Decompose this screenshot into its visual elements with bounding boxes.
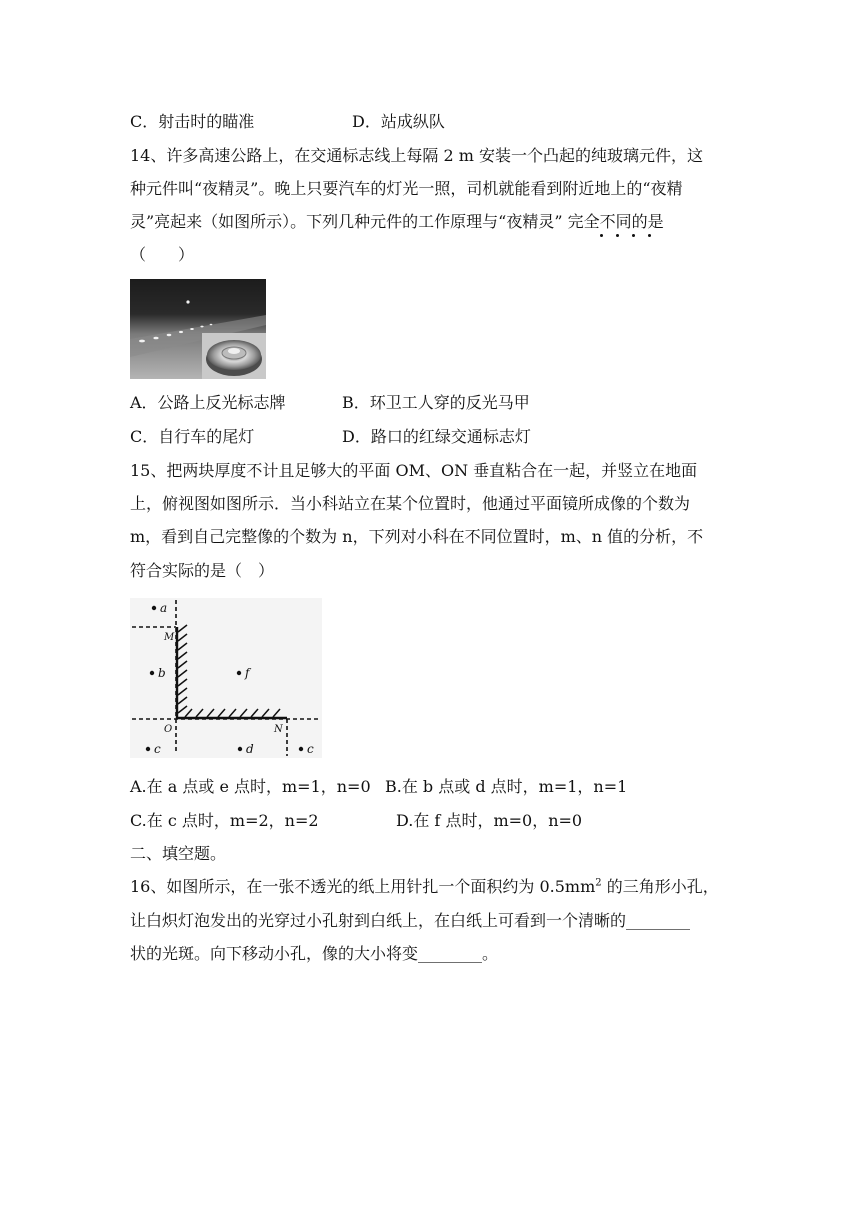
- q15-option-a: A.在 a 点或 e 点时，m=1，n=0: [130, 777, 371, 796]
- perpendicular-mirrors-diagram: [130, 598, 322, 758]
- q16-superscript: 2: [595, 877, 602, 889]
- q14-answer-bracket: （ ）: [130, 245, 195, 264]
- q15-option-d: D.在 f 点时，m=0，n=0: [396, 811, 583, 830]
- diagram-label-c-left: c: [154, 742, 161, 756]
- q15-text-line1: 15、把两块厚度不计且足够大的平面 OM、ON 垂直粘合在一起，并竖立在地面: [130, 461, 698, 480]
- diagram-label-b: b: [158, 666, 166, 680]
- diagram-label-e: c: [307, 742, 314, 756]
- q14-option-d: D．路口的红绿交通标志灯: [342, 427, 531, 446]
- diagram-label-f: f: [245, 666, 250, 680]
- q14-option-a: A．公路上反光标志牌: [130, 393, 286, 412]
- q13-option-c: C．射击时的瞄准: [130, 112, 255, 131]
- q14-option-c: C．自行车的尾灯: [130, 427, 255, 446]
- q15-option-c: C.在 c 点时，m=2，n=2: [130, 811, 319, 830]
- q13-option-d: D．站成纵队: [352, 112, 445, 131]
- q15-text-line3: m，看到自己完整像的个数为 n，下列对小科在不同位置时，m、n 值的分析，不: [130, 527, 704, 546]
- q16-text-line2: 让白炽灯泡发出的光穿过小孔射到白纸上，在白纸上可看到一个清晰的________: [130, 911, 691, 930]
- q14-text-line3: 灵”亮起来（如图所示）。下列几种元件的工作原理与“夜精灵” 完全不同的是: [130, 212, 664, 231]
- q15-text-line2: 上，俯视图如图所示．当小科站立在某个位置时，他通过平面镜所成像的个数为: [130, 494, 691, 513]
- q15-text-line4: 符合实际的是（ ）: [130, 561, 275, 580]
- night-road-reflector-photo: [130, 279, 266, 379]
- q16-text-line1: [130, 877, 719, 897]
- q16-text-line1-a: 16、如图所示，在一张不透光的纸上用针扎一个面积约为 0.5mm: [130, 877, 596, 896]
- q14-option-b: B．环卫工人穿的反光马甲: [342, 393, 530, 412]
- diagram-label-n: N: [274, 724, 283, 735]
- section-heading-fill-in: 二、填空题。: [130, 844, 227, 863]
- diagram-label-d: d: [246, 742, 254, 756]
- emphasis-dot: [648, 234, 651, 237]
- q16-text-line3: 状的光斑。向下移动小孔，像的大小将变________。: [130, 944, 499, 963]
- emphasis-dot: [632, 234, 635, 237]
- q16-text-line1-b: 的三角形小孔，: [601, 877, 719, 896]
- q14-text-line1: 14、许多高速公路上，在交通标志线上每隔 2 m 安装一个凸起的纯玻璃元件，这: [130, 146, 703, 165]
- emphasis-dot: [616, 234, 619, 237]
- diagram-label-m: M: [164, 632, 175, 643]
- diagram-label-a: a: [160, 601, 168, 615]
- diagram-label-o: O: [164, 724, 173, 735]
- q15-option-b: B.在 b 点或 d 点时，m=1，n=1: [385, 777, 628, 796]
- q14-text-line2: 种元件叫“夜精灵”。晚上只要汽车的灯光一照，司机就能看到附近地上的“夜精: [130, 179, 683, 198]
- emphasis-dot: [600, 234, 603, 237]
